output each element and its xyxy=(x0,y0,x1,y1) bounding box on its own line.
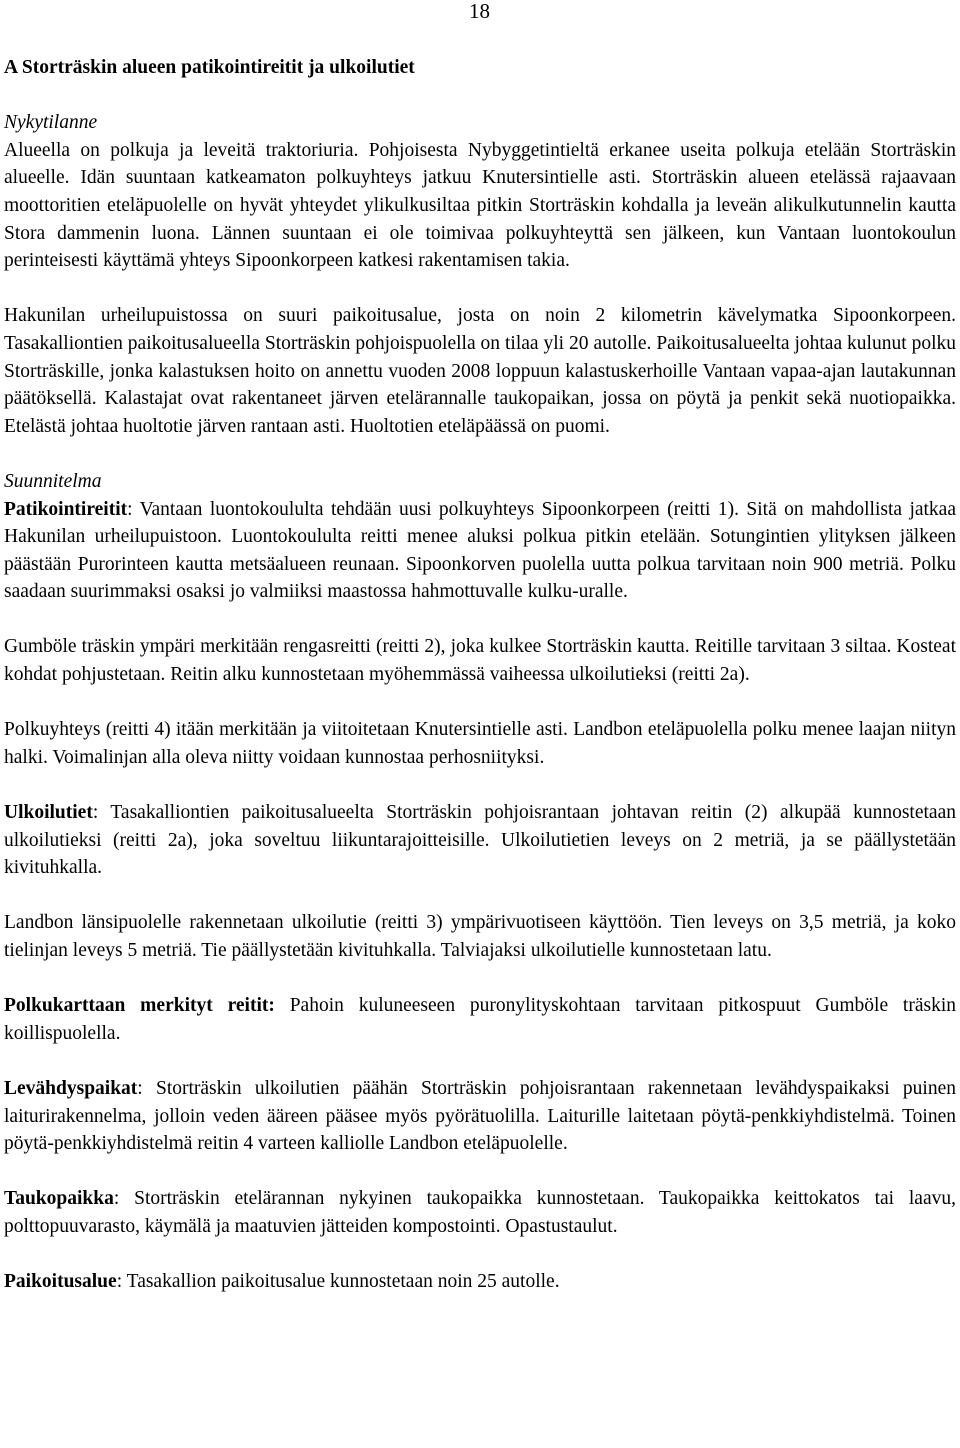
plan-lead-hiking-trails: Patikointireitit xyxy=(4,498,128,520)
plan-text-rest-areas: Storträskin ulkoilutien päähän Storträskin pohjoisrantaan rakennetaan levähdyspaikaksi puinen laiturirakennelma, jolloin veden ääreen pääsee myös pyörätuolilla. Laiturille laitetaan pöytä-penkkiyhdistelmä. Toinen pöytä-penkkiyhdistelmä reitin 4 varteen kalliolle Landbon eteläpuolelle. xyxy=(4,1077,957,1155)
plan-lead-rest-areas: Levähdyspaikat xyxy=(4,1077,138,1099)
plan-paragraph-parking xyxy=(4,1268,956,1296)
current-state-section xyxy=(4,109,956,440)
plan-paragraph-rest-areas xyxy=(4,1075,956,1158)
plan-sep-break-spot: : xyxy=(113,1188,135,1210)
plan-sep-parking: : xyxy=(116,1271,127,1293)
current-state-paragraph-1: Alueella on polkuja ja leveitä traktoriuria. Pohjoisesta Nybyggetintieltä erkanee useita polkuja etelään Storträskin alueelle. Idän suuntaan katkeamaton polkuyhteys jatkuu Knutersintielle asti. Storträskin alueen etelässä rajaavaan moottoritien eteläpuolelle on hyvät yhteydet ylikulkusiltaa pitkin Storträskin kohdalla ja leveän alikulkutunnelin kautta Stora dammenin luona. Lännen suuntaan ei ole toimivaa polkuyhteyttä sen jälkeen, kun Vantaan luontokoulun perinteisesti käyttämä yhteys Sipoonkorpeen katkesi rakentamisen takia. xyxy=(4,139,956,272)
plan-paragraph-hiking-trails xyxy=(4,496,956,606)
plan-text-map-routes: Pahoin kuluneeseen puronylityskohtaan tarvitaan pitkospuut Gumböle träskin koillispuolella. xyxy=(4,995,957,1044)
plan-sep-rest-areas: : xyxy=(137,1077,156,1099)
plan-lead-map-routes: Polkukarttaan merkityt reitit: xyxy=(4,995,275,1017)
plan-label: Suunnitelma xyxy=(4,470,102,492)
plan-lead-outdoor-roads: Ulkoilutiet xyxy=(4,802,93,824)
plan-text-break-spot: Storträskin etelärannan nykyinen taukopaikka kunnostetaan. Taukopaikka keittokatos tai laavu, polttopuuvarasto, käymälä ja maatuvien jätteiden kompostointi. Opastustaulut. xyxy=(4,1188,956,1237)
plan-sep-outdoor-roads: : xyxy=(92,802,111,824)
plan-text-hiking-trails: Vantaan luontokoululta tehdään uusi polkuyhteys Sipoonkorpeen (reitti 1). Sitä on mahdollista jatkaa Hakunilan urheilupuistoon. Luontokoululta reitti menee aluksi polkua pitkin etelään. Sotungintien ylityksen jälkeen päästään Purorinteen kautta metsäalueen reunaan. Sipoonkorven puolella uutta polkua tarvitaan noin 900 metriä. Polku saadaan suurimmaksi osaksi jo valmiiksi maastossa hahmottuvalle kulku-uralle. xyxy=(4,498,956,603)
plan-text-gumbole-loop: Gumböle träskin ympäri merkitään rengasreitti (reitti 2), joka kulkee Storträskin kautta. Reitille tarvitaan 3 siltaa. Kosteat kohdat pohjustetaan. Reitin alku kunnostetaan myöhemmässä vaiheessa ulkoilutieksi (reitti 2a). xyxy=(4,636,956,686)
plan-text-landbo-road: Landbon länsipuolelle rakennetaan ulkoilutie (reitti 3) ympärivuotiseen käyttöön. Tien leveys on 3,5 metriä, ja koko tielinjan leveys 5 metriä. Tie päällystetään kivituhkalla. Talviajaksi ulkoilutielle kunnostetaan latu. xyxy=(4,912,956,961)
page-number: 18 xyxy=(469,0,490,23)
plan-paragraph-landbo-road xyxy=(4,909,956,964)
plan-lead-parking: Paikoitusalue xyxy=(4,1271,117,1293)
plan-paragraph-break-spot xyxy=(4,1185,956,1240)
plan-section xyxy=(4,468,956,1296)
plan-text-parking: Tasakallion paikoitusalue kunnostetaan noin 25 autolle. xyxy=(126,1271,560,1293)
plan-text-outdoor-roads: Tasakalliontien paikoitusalueelta Storträskin pohjoisrantaan johtavan reitin (2) alkupää kunnostetaan ulkoilutieksi (reitti 2a), joka soveltuu liikuntarajoitteisille. Ulkoilutietien leveys on 2 metriä, ja se päällystetään kivituhkalla. xyxy=(4,802,956,879)
plan-lead-break-spot: Taukopaikka xyxy=(4,1188,114,1210)
current-state-label: Nykytilanne xyxy=(4,112,98,134)
page-content xyxy=(4,54,956,1323)
plan-paragraph-route-4 xyxy=(4,716,956,771)
plan-paragraph-map-routes xyxy=(4,992,956,1047)
current-state-paragraph-2: Hakunilan urheilupuistossa on suuri paikoitusalue, josta on noin 2 kilometrin kävelymatka Sipoonkorpeen. Tasakalliontien paikoitusalueella Storträskin pohjoispuolella on tilaa yli 20 autolle. Paikoitusalueelta johtaa kulunut polku Storträskille, jonka kalastuksen hoito on annettu vuoden 2008 loppuun kalastuskerhoille Vantaan vapaa-ajan lautakunnan päätöksellä. Kalastajat ovat rakentaneet järven etelärannalle taukopaikan, jossa on pöytä ja penkit sekä nuotiopaikka. Etelästä johtaa huoltotie järven rantaan asti. Huoltotien eteläpäässä on puomi. xyxy=(4,305,956,437)
plan-paragraph-outdoor-roads xyxy=(4,799,956,882)
plan-sep-hiking-trails: : xyxy=(127,498,140,520)
section-heading: A Storträskin alueen patikointireitit ja ulkoilutiet xyxy=(4,57,415,78)
plan-paragraph-gumbole-loop xyxy=(4,633,956,688)
plan-text-route-4: Polkuyhteys (reitti 4) itään merkitään ja viitoitetaan Knutersintielle asti. Landbon eteläpuolella polku menee laajan niityn halki. Voimalinjan alla oleva niitty voidaan kunnostaa perhosniityksi. xyxy=(4,719,956,768)
plan-sep-map-routes xyxy=(275,995,290,1016)
